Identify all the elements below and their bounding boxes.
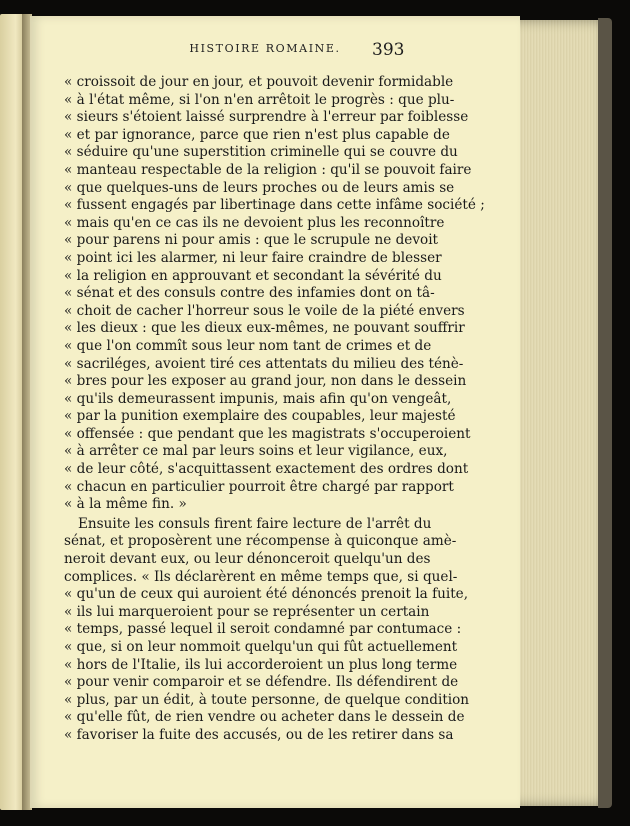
text-line: « que l'on commît sous leur nom tant de crimes et de (64, 337, 432, 354)
text-line: « fussent engagés par libertinage dans cette infâme société ; (64, 197, 485, 214)
text-line: « ils lui marqueroient pour se représenter un certain (64, 603, 430, 620)
text-line: « mais qu'en ce cas ils ne devoient plus les reconnoître (64, 214, 445, 231)
text-line: « par la punition exemplaire des coupables, leur majesté (64, 408, 456, 425)
text-line: « que, si on leur nommoit quelqu'un qui fût actuellement (64, 639, 458, 655)
text-line: « séduire qu'une superstition criminelle qui se couvre du (64, 144, 458, 161)
text-line: « que quelques-uns de leurs proches ou de leurs amis se (64, 179, 455, 196)
text-line: neroit devant eux, ou leur dénonceroit quelqu'un des (64, 551, 431, 568)
text-line: « pour parens ni pour amis : que le scrupule ne devoit (64, 232, 439, 249)
paragraph (64, 515, 470, 745)
text-line: « pour venir comparoir et se défendre. Ils défendirent de (64, 674, 459, 691)
text-line: « à l'état même, si l'on n'en arrêtoit le progrès : que plu- (64, 91, 455, 108)
page-edges (512, 20, 612, 806)
text-line: « choit de cacher l'horreur sous le voile de la piété envers (64, 302, 465, 319)
text-line: « qu'ils demeurassent impunis, mais afin qu'on vengeât, (64, 390, 452, 407)
text-line: « manteau respectable de la religion : qu'il se pouvoit faire (64, 161, 472, 178)
text-line: « qu'elle fût, de rien vendre ou acheter dans le dessein de (64, 709, 465, 726)
text-line: sénat, et proposèrent une récompense à quiconque amè- (64, 533, 457, 550)
text-line: « sénat et des consuls contre des infamies dont on tâ- (64, 285, 435, 302)
text-line: « à arrêter ce mal par leurs soins et leur vigilance, eux, (64, 443, 448, 460)
text-line: « bres pour les exposer au grand jour, non dans le dessein (64, 373, 467, 390)
text-line: « point ici les alarmer, ni leur faire craindre de blesser (64, 249, 442, 266)
text-line: « la religion en approuvant et secondant la sévérité du (64, 267, 442, 284)
text-line: « favoriser la fuite des accusés, ou de les retirer dans sa (64, 726, 454, 743)
text-line: « temps, passé lequel il seroit condamné par contumace : (64, 621, 462, 638)
text-line: « qu'un de ceux qui auroient été dénoncés prenoit la fuite, (64, 586, 469, 603)
text-line: Ensuite les consuls firent faire lecture de l'arrêt du (78, 515, 432, 532)
text-line: « croissoit de jour en jour, et pouvoit devenir formidable (64, 74, 454, 90)
text-line: « sacriléges, avoient tiré ces attentats du milieu des ténè- (64, 355, 464, 372)
book-cover-edge (598, 18, 612, 808)
text-line: « à la même fin. » (64, 496, 187, 513)
text-line: « plus, par un édit, à toute personne, de quelque condition (64, 691, 470, 708)
text-line: complices. « Ils déclarèrent en même temps que, si quel- (64, 568, 458, 585)
body-text (64, 74, 485, 745)
text-line: « de leur côté, s'acquittassent exactement des ordres dont (64, 461, 469, 478)
text-line: « les dieux : que les dieux eux-mêmes, ne pouvant souffrir (64, 320, 465, 337)
text-line: « chacun en particulier pourroit être chargé par rapport (64, 478, 454, 495)
text-line: « sieurs s'étoient laissé surprendre à l'erreur par foiblesse (64, 109, 469, 126)
text-line: « hors de l'Italie, ils lui accorderoient un plus long terme (64, 656, 458, 673)
paragraph (64, 74, 485, 514)
text-line: « offensée : que pendant que les magistrats s'occuperoient (64, 425, 471, 442)
running-head: HISTOIRE ROMAINE. (189, 42, 341, 55)
text-line: « et par ignorance, parce que rien n'est plus capable de (64, 126, 450, 143)
page-number: 393 (372, 40, 405, 60)
